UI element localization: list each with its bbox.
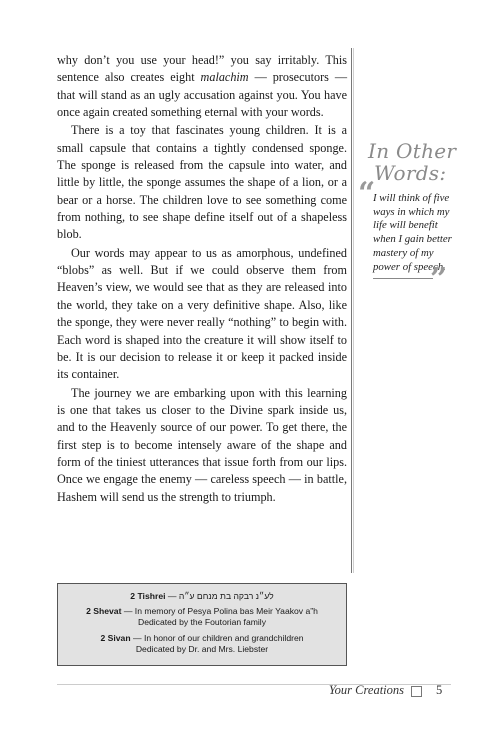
paragraph-2: There is a toy that fascinates young children. It is a small capsule that contains a tightly condensed sponge. The sponge is released from the capsule into water, and little by little, the sponge assumes the shape of a lion, or a bear or a horse. The children love to see something come from nothing, to see shape define itself out of a shapeless blob. [57,123,347,242]
sidebar-quote-text: I will think of five ways in which my life will benefit when I gain better mastery of my power of speech. [373,192,452,273]
paragraph-1-part-b: — prosecutors — that will stand as an ugly accusation against you. You have once again created something eternal with your words. [57,70,348,120]
open-quote-icon: “ [358,176,376,211]
sidebar-quote [358,176,460,298]
page-footer [300,683,460,703]
page-number: 5 [436,683,443,697]
dedication-entry-2 [58,606,346,628]
dedication-entry-1 [58,591,346,602]
dedication-entry-1-date: 2 Tishrei [130,591,166,601]
main-text-column [57,52,347,507]
paragraph-1 [57,52,347,121]
dedication-entry-2-text: — In memory of Pesya Polina bas Meir Yaakov a”h [121,606,318,617]
sidebar [358,139,460,298]
paragraph-1-emphasis: malachim [200,70,249,85]
dedication-entry-2-line-2: Dedicated by the Foutorian family [137,617,267,628]
sidebar-heading-line-2: Words: [374,161,447,185]
sidebar-heading-line-1: In Other [368,139,457,163]
close-quote-icon: ” [430,262,448,298]
column-divider [351,48,352,573]
dedication-box [57,583,347,666]
dedication-entry-3-date: 2 Sivan [100,632,131,643]
dedication-entry-3-line-2: Dedicated by Dr. and Mrs. Liebster [135,643,269,654]
sidebar-quote-rule [373,278,433,279]
running-title: Your Creations [328,683,404,697]
paragraph-3: Our words may appear to us as amorphous, undefined “blobs” as well. But if we could observe them from Heaven’s view, we would see that as they are released into the world, they take on a very definitive shape. Also, like the sponge, they were never really “nothing” to begin with. Each word is shaped into the creature it will show itself to be. It is our decision to release it or keep it packed inside its container. [57,245,347,382]
paragraph-1-part-a: why don’t you use your head!” you say irritably. This sentence also creates eight [57,53,347,85]
sidebar-heading [368,140,460,184]
dedication-entry-2-date: 2 Shevat [86,606,122,617]
square-icon [411,686,422,697]
dedication-entry-3 [58,633,346,655]
dedication-entry-3-text: — In honor of our children and grandchildren [130,632,304,643]
dedication-entry-1-text: — לע״נ רבקה בת מנחם ע״ה [165,591,274,601]
paragraph-4: The journey we are embarking upon with this learning is one that takes us closer to the Divine spark inside us, and to the Heavenly source of our power. To get there, the first step is to become intensely aware of the shape and form of the tiniest utterances that issue forth from our lips. Once we engage the enemy — careless speech — in battle, Hashem will send us the strength to triumph. [57,385,347,504]
